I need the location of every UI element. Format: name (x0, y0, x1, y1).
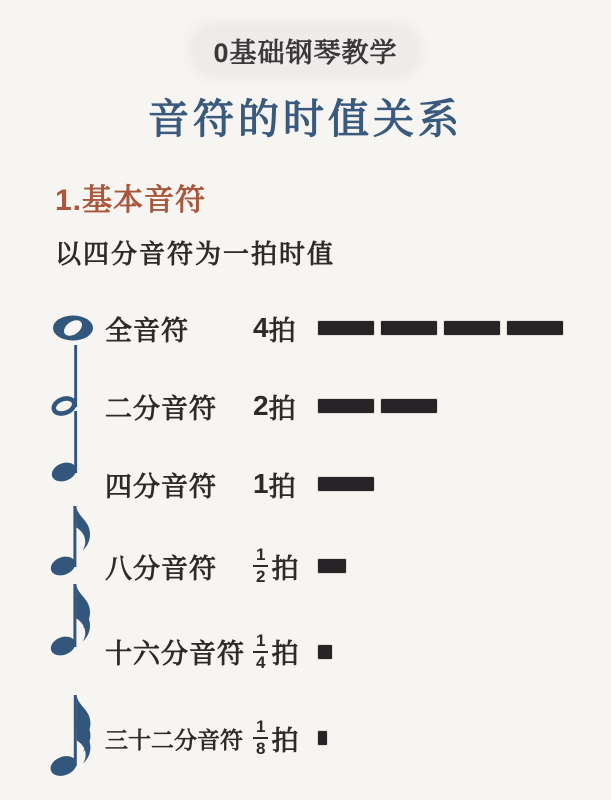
fraction-denominator: 2 (256, 567, 266, 586)
beat-bars (318, 477, 611, 491)
beat-unit-label: 拍 (271, 553, 299, 584)
beat-count (253, 465, 318, 504)
fraction-denominator: 8 (256, 739, 266, 758)
beat-bars (318, 731, 611, 745)
fraction-numerator: 1 (253, 632, 268, 653)
beat-unit-label: 拍 (271, 725, 299, 756)
beat-count (253, 546, 318, 586)
note-row (48, 694, 611, 782)
beat-count (253, 387, 318, 426)
course-badge: 0基础钢琴教学 (195, 28, 415, 73)
sixteenth-note-icon (48, 609, 105, 694)
section-subtitle: 以四分音符为一拍时值 (55, 239, 336, 269)
note-row (48, 367, 611, 445)
note-name-label: 八分音符 (105, 553, 217, 584)
beat-fraction (253, 632, 268, 672)
beat-fraction (253, 718, 268, 758)
note-name-label: 十六分音符 (105, 639, 245, 669)
note-row (48, 523, 611, 609)
beat-bar (318, 559, 346, 573)
beat-number: 2 (253, 390, 269, 421)
fraction-numerator: 1 (253, 546, 268, 567)
note-name-label: 二分音符 (105, 393, 217, 424)
beat-unit-label: 拍 (271, 639, 299, 669)
beat-count (253, 632, 318, 672)
beat-count (253, 718, 318, 758)
beat-bars (318, 321, 611, 335)
beat-fraction (253, 546, 268, 586)
beat-bars (318, 559, 611, 573)
note-name-label: 三十二分音符 (105, 726, 243, 753)
beat-bar (318, 477, 374, 491)
beat-bar (318, 399, 374, 413)
beat-bar (444, 321, 500, 335)
note-row (48, 289, 611, 367)
beat-bar (318, 645, 332, 659)
beat-number: 1 (253, 468, 269, 499)
beat-bar (381, 399, 437, 413)
fraction-numerator: 1 (253, 718, 268, 739)
beat-bar (318, 731, 327, 745)
fraction-denominator: 4 (256, 652, 266, 672)
note-name-label: 四分音符 (105, 471, 217, 502)
note-row (48, 609, 611, 694)
note-value-table (48, 289, 611, 782)
beat-count (253, 309, 318, 348)
beat-bars (318, 645, 611, 659)
beat-bars (318, 399, 611, 413)
note-name-label: 全音符 (105, 315, 189, 346)
beat-number: 4 (253, 312, 269, 343)
section-heading: 1.基本音符 (55, 184, 207, 217)
beat-bar (318, 321, 374, 335)
beat-bar (381, 321, 437, 335)
beat-unit-label: 拍 (268, 471, 296, 502)
poster-header (48, 28, 563, 145)
page-title: 音符的时值关系 (148, 96, 463, 142)
note-row (48, 445, 611, 523)
thirty-second-note-icon (48, 694, 105, 782)
beat-bar (507, 321, 563, 335)
beat-unit-label: 拍 (268, 393, 296, 424)
beat-unit-label: 拍 (268, 315, 296, 346)
